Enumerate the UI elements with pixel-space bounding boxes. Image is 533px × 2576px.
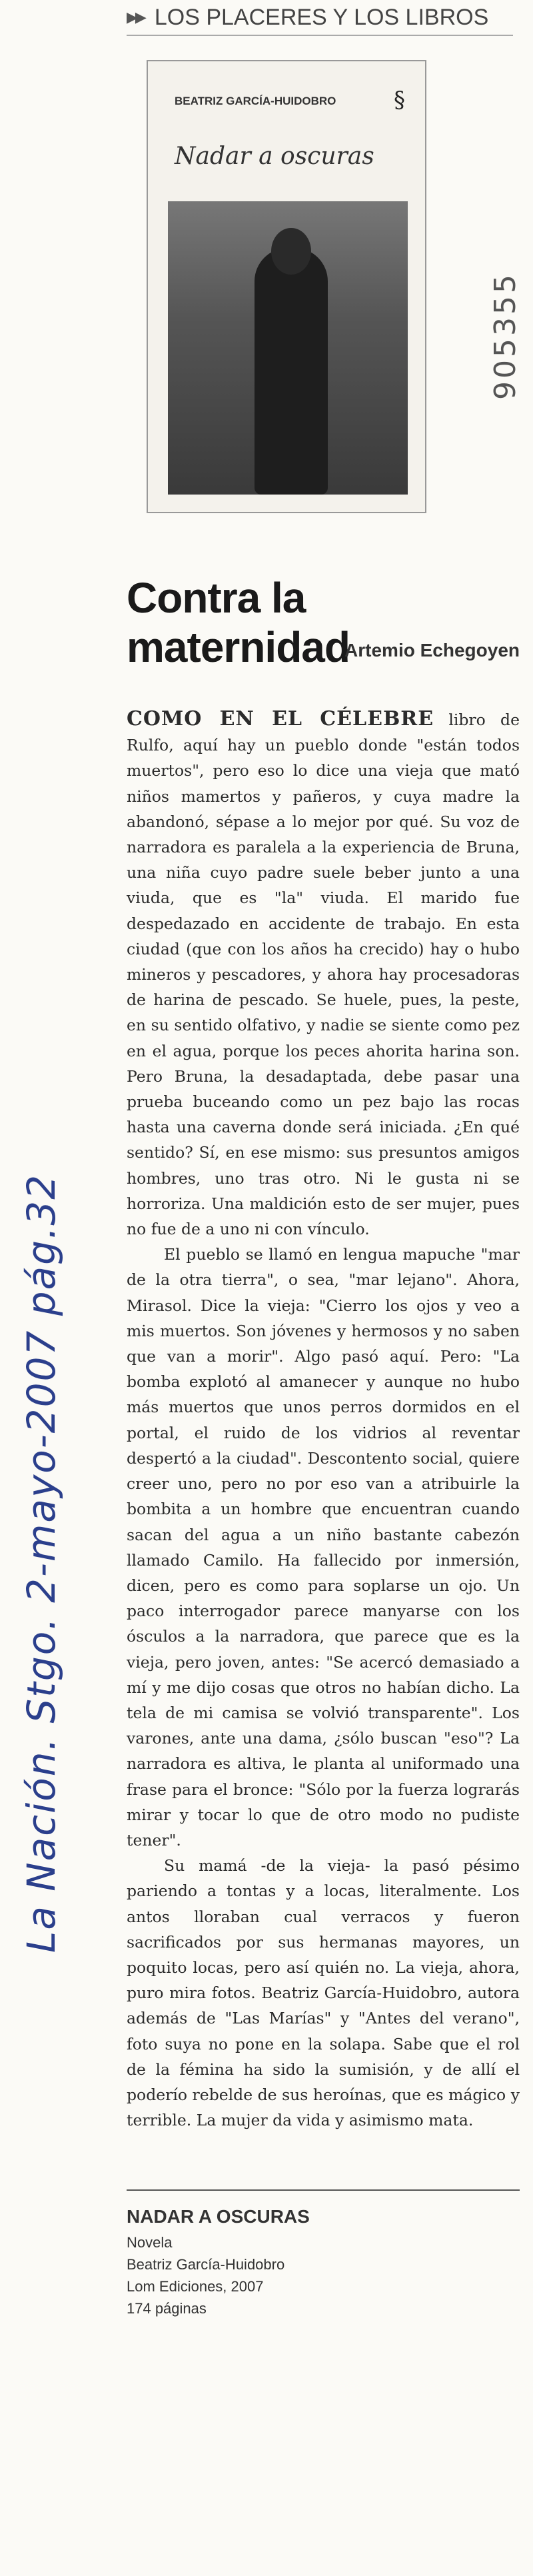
article-byline: Artemio Echegoyen [344,640,520,660]
section-arrows-icon: ▶▶ [127,9,144,25]
section-header [127,0,513,36]
archive-number-text: 905355 [488,272,522,400]
paragraph-1 [127,706,520,1242]
handwritten-source-text: La Nación. Stgo. 2-mayo-2007 pág.32 [19,1173,64,1953]
divider [127,2189,520,2191]
article-headline: Contra la maternidad [127,574,350,671]
paragraph-2: El pueblo se llamó en lengua mapuche "mar de la otra tierra", o sea, "mar lejano". Ahora, Mirasol. Dice la vieja: "Cierro los ojos y veo a mis muertos. Son jóvenes y hermosos y no saben que van a morir". Algo pasó aquí. Pero: "La bomba explotó al amanecer y aunque no hubo más muertos que unos perros dormidos en el portal, el ruido de los vidrios al reventar despertó a la ciudad". Descontento social, quiere creer uno, pero no por eso van a atribuirle la bombita a un hombre que encuentran cuando sacan del agua a un niño bastante cabezón llamado Camilo. Ha fallecido por inmersión, dicen, pero es como para soplarse un ojo. Un paco interrogador parece manyarse con los ósculos a la narradora, que parece que es la vieja, pero joven, antes: "Se acercó demasiado a mí y me dijo cosas que otros no habían dicho. La tela de mi camisa se volvió transparente". Los varones, ante una dama, ¿sólo buscan "eso"? La narradora es altiva, le planta al uniformado una frase para el bronce: "Sólo por la fuerza lograrás mirar y tocar lo que de otro modo no pudiste tener". [127,1245,520,1850]
book-cover-image [147,60,426,513]
child-figure [255,248,328,495]
book-info-publisher: Lom Ediciones, 2007 [127,2278,264,2295]
section-title: LOS PLACERES Y LOS LIBROS [154,4,489,30]
book-info-genre: Novela [127,2234,173,2251]
child-head [271,228,311,275]
lead-in: COMO EN EL CÉLEBRE [127,707,434,730]
paragraph-1-text: libro de Rulfo, aquí hay un pueblo donde "están todos muertos", pero eso lo dice una vieja que mató niños mamertos y pañeros, y cuya madre la abandonó, sépase a lo mejor por qué. Su voz de narradora es paralela a la experiencia de Bruna, una niña cuyo padre suele beber junto a una viuda, que es "la" viuda. El marido fue despedazado en accidente de trabajo. En esta ciudad (que con los años ha crecido) hay o hubo mineros y pescadores, y ahora hay procesadoras de harina de pescado. Se huele, pues, la peste, en su sentido olfativo, y nadie se siente como pez en el agua, porque los peces ahorita harina son. Pero Bruna, la desadaptada, debe pasar una prueba buceando como un pez bajo las rocas hasta una caverna donde será iniciada. ¿En qué sentido? Sí, en ese mismo: sus presuntos amigos hombres, uno tras otro. Ni le gusta ni se horroriza. Una maldición esto de ser mujer, pues no fue de a uno ni con vínculo. [127,710,520,1239]
book-info-box [127,2206,520,2319]
cover-author: BEATRIZ GARCÍA-HUIDOBRO [175,95,336,107]
book-info-pages: 174 páginas [127,2300,207,2317]
book-info-author: Beatriz García-Huidobro [127,2256,285,2273]
newspaper-clipping [87,0,520,2576]
publisher-logo-icon: § [394,87,405,113]
book-info-title: NADAR A OSCURAS [127,2206,310,2227]
paragraph-3: Su mamá -de la vieja- la pasó pésimo pariendo a tontas y a locas, literalmente. Los antos lloraban cual verracos y fueron sacrificados por sus hermanas mayores, un poquito locas, pero así quién no. La vieja, ahora, puro mira fotos. Beatriz García-Huidobro, autora además de "Las Marías" y "Antes del verano", foto suya no pone en la solapa. Sabe que el rol de la fémina ha sido la sumisión, y de allí el poderío rebelde de sus heroínas, que es mágico y terrible. La mujer da vida y asimismo mata. [127,1856,520,2130]
article-body [127,706,520,2133]
cover-photo [168,201,408,495]
cover-title: Nadar a oscuras [175,143,374,170]
